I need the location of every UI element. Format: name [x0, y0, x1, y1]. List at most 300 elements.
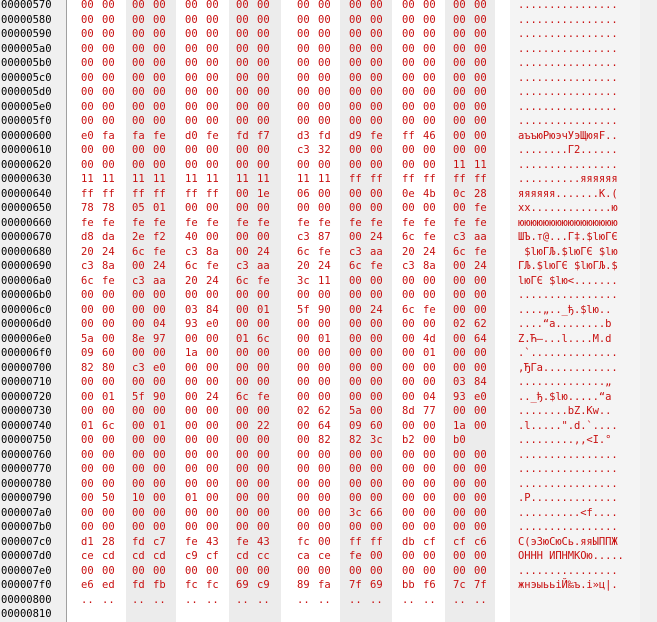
- hex-byte[interactable]: 00: [81, 318, 94, 330]
- hex-byte[interactable]: 00: [153, 289, 166, 301]
- hex-byte[interactable]: 00: [236, 492, 249, 504]
- hex-byte[interactable]: 22: [257, 419, 270, 432]
- hex-byte[interactable]: 11: [206, 173, 219, 185]
- hex-byte[interactable]: 24: [370, 231, 383, 243]
- hex-byte[interactable]: 00: [453, 86, 466, 98]
- hex-byte[interactable]: 00: [474, 115, 487, 127]
- hex-byte[interactable]: 28: [474, 187, 487, 200]
- hex-byte[interactable]: fe: [102, 274, 115, 287]
- hex-byte[interactable]: 00: [206, 347, 219, 359]
- hex-byte[interactable]: 00: [474, 448, 487, 461]
- hex-byte[interactable]: 00: [236, 187, 249, 200]
- hex-byte[interactable]: 00: [453, 332, 466, 345]
- hex-byte[interactable]: 00: [402, 332, 415, 345]
- hex-byte[interactable]: 00: [349, 318, 362, 330]
- hex-byte[interactable]: 00: [423, 419, 436, 432]
- hex-byte[interactable]: 66: [370, 506, 383, 519]
- hex-byte[interactable]: d1: [81, 535, 94, 548]
- hex-byte[interactable]: 00: [349, 463, 362, 475]
- hex-byte[interactable]: 00: [402, 463, 415, 475]
- hex-byte[interactable]: ..: [257, 593, 270, 606]
- hex-byte[interactable]: 00: [318, 0, 331, 11]
- ascii-text[interactable]: ................: [518, 13, 618, 26]
- ascii-text[interactable]: ..............„: [518, 376, 612, 388]
- hex-byte[interactable]: 00: [257, 506, 270, 519]
- hex-byte[interactable]: 00: [102, 463, 115, 475]
- hex-byte[interactable]: ..: [185, 593, 198, 606]
- hex-byte[interactable]: 00: [236, 289, 249, 301]
- hex-byte[interactable]: fc: [206, 579, 219, 591]
- hex-byte[interactable]: 00: [185, 332, 198, 345]
- ascii-text[interactable]: ................: [518, 289, 618, 301]
- hex-byte[interactable]: 00: [206, 0, 219, 11]
- hex-byte[interactable]: 00: [349, 564, 362, 577]
- hex-byte[interactable]: 24: [423, 245, 436, 258]
- hex-byte[interactable]: db: [402, 535, 415, 548]
- hex-byte[interactable]: 00: [453, 506, 466, 519]
- hex-byte[interactable]: 00: [349, 347, 362, 359]
- hex-byte[interactable]: 00: [349, 202, 362, 214]
- hex-byte[interactable]: 00: [370, 13, 383, 26]
- hex-byte[interactable]: 00: [402, 318, 415, 330]
- hex-byte[interactable]: fe: [349, 216, 362, 229]
- hex-byte[interactable]: 00: [423, 318, 436, 330]
- hex-byte[interactable]: 6c: [236, 390, 249, 403]
- hex-byte[interactable]: 00: [185, 419, 198, 432]
- hex-byte[interactable]: 00: [349, 0, 362, 11]
- hex-byte[interactable]: cf: [423, 535, 436, 548]
- hex-byte[interactable]: 00: [81, 463, 94, 475]
- hex-byte[interactable]: 00: [370, 492, 383, 504]
- hex-byte[interactable]: fc: [185, 579, 198, 591]
- hex-byte[interactable]: ..: [402, 593, 415, 606]
- hex-byte[interactable]: 00: [318, 564, 331, 577]
- hex-byte[interactable]: 00: [185, 86, 198, 98]
- hex-byte[interactable]: 00: [206, 202, 219, 214]
- hex-byte[interactable]: 00: [206, 564, 219, 577]
- hex-byte[interactable]: 80: [102, 361, 115, 374]
- hex-byte[interactable]: f6: [423, 579, 436, 591]
- hex-byte[interactable]: 10: [132, 492, 145, 504]
- hex-byte[interactable]: 00: [318, 71, 331, 84]
- hex-byte[interactable]: 00: [297, 492, 310, 504]
- hex-byte[interactable]: 00: [153, 0, 166, 11]
- hex-byte[interactable]: fe: [132, 216, 145, 229]
- hex-byte[interactable]: 00: [257, 376, 270, 388]
- hex-byte[interactable]: 5a: [349, 405, 362, 417]
- hex-byte[interactable]: 00: [132, 434, 145, 446]
- hex-byte[interactable]: 00: [349, 42, 362, 55]
- ascii-text[interactable]: .._ђ.$lю.....“а: [518, 390, 612, 403]
- hex-byte[interactable]: 00: [474, 144, 487, 156]
- hex-byte[interactable]: 00: [257, 361, 270, 374]
- hex-byte[interactable]: 00: [423, 86, 436, 98]
- hex-byte[interactable]: 00: [236, 463, 249, 475]
- hex-byte[interactable]: 00: [185, 144, 198, 156]
- hex-byte[interactable]: 00: [402, 13, 415, 26]
- hex-byte[interactable]: 00: [153, 158, 166, 171]
- ascii-text[interactable]: ................: [518, 463, 618, 475]
- hex-byte[interactable]: 00: [81, 376, 94, 388]
- hex-byte[interactable]: 00: [132, 144, 145, 156]
- hex-byte[interactable]: fe: [153, 129, 166, 142]
- hex-byte[interactable]: 00: [81, 448, 94, 461]
- hex-byte[interactable]: 00: [370, 0, 383, 11]
- hex-byte[interactable]: 2e: [132, 231, 145, 243]
- hex-byte[interactable]: 00: [257, 0, 270, 11]
- hex-byte[interactable]: fe: [474, 245, 487, 258]
- hex-byte[interactable]: 00: [297, 361, 310, 374]
- hex-byte[interactable]: 00: [185, 202, 198, 214]
- hex-byte[interactable]: 06: [297, 187, 310, 200]
- hex-byte[interactable]: 00: [257, 405, 270, 417]
- hex-byte[interactable]: 00: [236, 419, 249, 432]
- hex-byte[interactable]: 00: [153, 144, 166, 156]
- hex-byte[interactable]: 11: [318, 173, 331, 185]
- hex-byte[interactable]: 43: [257, 535, 270, 548]
- hex-byte[interactable]: 00: [185, 448, 198, 461]
- ascii-text[interactable]: ....“а........b: [518, 318, 612, 330]
- hex-byte[interactable]: 00: [153, 42, 166, 55]
- hex-byte[interactable]: 00: [349, 187, 362, 200]
- hex-byte[interactable]: e0: [81, 129, 94, 142]
- hex-byte[interactable]: c3: [453, 231, 466, 243]
- scrollbar-area[interactable]: [640, 0, 657, 622]
- hex-byte[interactable]: 00: [257, 477, 270, 490]
- hex-byte[interactable]: 00: [474, 405, 487, 417]
- hex-byte[interactable]: 6c: [453, 245, 466, 258]
- hex-byte[interactable]: 09: [81, 347, 94, 359]
- hex-byte[interactable]: 00: [370, 100, 383, 113]
- hex-byte[interactable]: 00: [297, 419, 310, 432]
- hex-byte[interactable]: 00: [297, 13, 310, 26]
- hex-byte[interactable]: 00: [102, 521, 115, 533]
- hex-byte[interactable]: fe: [206, 129, 219, 142]
- hex-byte[interactable]: 00: [423, 42, 436, 55]
- hex-byte[interactable]: 00: [132, 347, 145, 359]
- hex-byte[interactable]: 00: [370, 289, 383, 301]
- hex-byte[interactable]: 00: [453, 289, 466, 301]
- hex-byte[interactable]: 82: [318, 434, 331, 446]
- hex-byte[interactable]: 24: [206, 274, 219, 287]
- hex-byte[interactable]: 00: [206, 361, 219, 374]
- hex-byte[interactable]: e0: [206, 318, 219, 330]
- hex-byte[interactable]: fa: [132, 129, 145, 142]
- hex-byte[interactable]: 00: [423, 57, 436, 69]
- hex-byte[interactable]: 04: [423, 390, 436, 403]
- hex-byte[interactable]: 00: [402, 115, 415, 127]
- hex-byte[interactable]: 00: [257, 492, 270, 504]
- hex-byte[interactable]: c6: [474, 535, 487, 548]
- ascii-text[interactable]: ................: [518, 42, 618, 55]
- hex-byte[interactable]: ..: [370, 593, 383, 606]
- hex-byte[interactable]: 00: [402, 347, 415, 359]
- hex-byte[interactable]: 82: [81, 361, 94, 374]
- hex-byte[interactable]: 00: [370, 144, 383, 156]
- hex-byte[interactable]: 00: [132, 448, 145, 461]
- hex-byte[interactable]: 00: [297, 42, 310, 55]
- hex-byte[interactable]: e0: [474, 390, 487, 403]
- hex-byte[interactable]: 00: [349, 28, 362, 40]
- hex-byte[interactable]: 00: [474, 71, 487, 84]
- hex-byte[interactable]: ce: [318, 550, 331, 562]
- hex-byte[interactable]: ff: [132, 187, 145, 200]
- hex-byte[interactable]: 00: [318, 492, 331, 504]
- hex-byte[interactable]: 00: [153, 100, 166, 113]
- hex-byte[interactable]: 01: [153, 202, 166, 214]
- hex-byte[interactable]: 00: [236, 13, 249, 26]
- hex-byte[interactable]: 00: [257, 463, 270, 475]
- ascii-text[interactable]: ШЪ.т@...Г‡.$lюГЄ: [518, 231, 618, 243]
- hex-byte[interactable]: 00: [81, 57, 94, 69]
- hex-byte[interactable]: 00: [349, 115, 362, 127]
- hex-byte[interactable]: ..: [297, 593, 310, 606]
- hex-byte[interactable]: fd: [318, 129, 331, 142]
- hex-byte[interactable]: fe: [474, 202, 487, 214]
- hex-byte[interactable]: 00: [423, 463, 436, 475]
- hex-byte[interactable]: 00: [423, 521, 436, 533]
- hex-byte[interactable]: 24: [318, 260, 331, 272]
- hex-byte[interactable]: 00: [297, 564, 310, 577]
- hex-byte[interactable]: 00: [236, 158, 249, 171]
- hex-byte[interactable]: 00: [370, 390, 383, 403]
- hex-byte[interactable]: 20: [81, 245, 94, 258]
- hex-byte[interactable]: 00: [474, 86, 487, 98]
- hex-byte[interactable]: fe: [474, 216, 487, 229]
- ascii-text[interactable]: ................: [518, 100, 618, 113]
- hex-byte[interactable]: 00: [81, 158, 94, 171]
- hex-byte[interactable]: 00: [257, 202, 270, 214]
- hex-byte[interactable]: 00: [132, 28, 145, 40]
- hex-byte[interactable]: 00: [402, 0, 415, 11]
- hex-byte[interactable]: 00: [153, 86, 166, 98]
- hex-byte[interactable]: 00: [453, 274, 466, 287]
- hex-byte[interactable]: f2: [153, 231, 166, 243]
- hex-byte[interactable]: 00: [132, 419, 145, 432]
- hex-byte[interactable]: 00: [206, 42, 219, 55]
- hex-byte[interactable]: 00: [206, 57, 219, 69]
- hex-byte[interactable]: 00: [81, 477, 94, 490]
- hex-byte[interactable]: 00: [453, 28, 466, 40]
- hex-byte[interactable]: 00: [370, 158, 383, 171]
- hex-byte[interactable]: 00: [402, 564, 415, 577]
- hex-byte[interactable]: 00: [453, 347, 466, 359]
- hex-byte[interactable]: 00: [297, 521, 310, 533]
- hex-byte[interactable]: 00: [236, 448, 249, 461]
- hex-byte[interactable]: 00: [423, 115, 436, 127]
- ascii-text[interactable]: ОННН ИПНМКОю.....: [518, 550, 624, 562]
- hex-byte[interactable]: 00: [257, 115, 270, 127]
- hex-byte[interactable]: 00: [318, 86, 331, 98]
- hex-byte[interactable]: 00: [370, 347, 383, 359]
- hex-byte[interactable]: 32: [318, 144, 331, 156]
- hex-byte[interactable]: 00: [236, 477, 249, 490]
- hex-byte[interactable]: 6c: [81, 274, 94, 287]
- hex-byte[interactable]: 00: [349, 71, 362, 84]
- hex-byte[interactable]: 00: [349, 289, 362, 301]
- hex-byte[interactable]: 00: [81, 13, 94, 26]
- ascii-text[interactable]: ................: [518, 158, 618, 171]
- hex-byte[interactable]: 00: [297, 448, 310, 461]
- hex-byte[interactable]: 00: [349, 303, 362, 316]
- hex-byte[interactable]: 00: [318, 318, 331, 330]
- hex-byte[interactable]: 00: [257, 564, 270, 577]
- hex-byte[interactable]: 00: [474, 274, 487, 287]
- hex-byte[interactable]: 00: [102, 448, 115, 461]
- ascii-text[interactable]: ................: [518, 57, 618, 69]
- hex-byte[interactable]: 00: [206, 231, 219, 243]
- hex-byte[interactable]: ff: [402, 129, 415, 142]
- hex-byte[interactable]: fc: [297, 535, 310, 548]
- hex-byte[interactable]: fe: [370, 129, 383, 142]
- hex-byte[interactable]: d9: [349, 129, 362, 142]
- hex-byte[interactable]: 00: [297, 0, 310, 11]
- hex-byte[interactable]: 00: [257, 71, 270, 84]
- hex-byte[interactable]: fe: [236, 216, 249, 229]
- hex-byte[interactable]: 00: [423, 477, 436, 490]
- hex-byte[interactable]: 24: [474, 260, 487, 272]
- hex-byte[interactable]: ..: [318, 593, 331, 606]
- hex-byte[interactable]: 90: [153, 390, 166, 403]
- hex-byte[interactable]: 6c: [132, 245, 145, 258]
- hex-byte[interactable]: 00: [236, 0, 249, 11]
- hex-byte[interactable]: ff: [153, 187, 166, 200]
- hex-byte[interactable]: 00: [349, 477, 362, 490]
- hex-byte[interactable]: 11: [453, 158, 466, 171]
- hex-byte[interactable]: 00: [318, 535, 331, 548]
- hex-byte[interactable]: 00: [370, 71, 383, 84]
- ascii-text[interactable]: .`..............: [518, 347, 618, 359]
- hex-byte[interactable]: 00: [402, 390, 415, 403]
- hex-byte[interactable]: 7f: [474, 579, 487, 591]
- hex-byte[interactable]: 00: [257, 86, 270, 98]
- hex-byte[interactable]: 00: [318, 347, 331, 359]
- hex-byte[interactable]: 00: [474, 550, 487, 562]
- hex-byte[interactable]: 90: [318, 303, 331, 316]
- hex-byte[interactable]: 00: [370, 463, 383, 475]
- hex-byte[interactable]: ..: [236, 593, 249, 606]
- ascii-text[interactable]: ................: [518, 28, 618, 40]
- hex-byte[interactable]: 00: [185, 28, 198, 40]
- hex-byte[interactable]: 6c: [185, 260, 198, 272]
- hex-byte[interactable]: 00: [318, 13, 331, 26]
- hex-byte[interactable]: 00: [236, 506, 249, 519]
- hex-byte[interactable]: c3: [132, 274, 145, 287]
- hex-byte[interactable]: 00: [257, 100, 270, 113]
- hex-byte[interactable]: 00: [206, 521, 219, 533]
- ascii-text[interactable]: ................: [518, 564, 618, 577]
- hex-byte[interactable]: 01: [236, 332, 249, 345]
- ascii-text[interactable]: ................: [518, 521, 618, 533]
- hex-byte[interactable]: 04: [153, 318, 166, 330]
- hex-byte[interactable]: 00: [474, 564, 487, 577]
- hex-byte[interactable]: ff: [370, 535, 383, 548]
- hex-byte[interactable]: 00: [402, 506, 415, 519]
- hex-byte[interactable]: 5f: [132, 390, 145, 403]
- hex-byte[interactable]: c9: [257, 579, 270, 591]
- hex-byte[interactable]: 00: [132, 318, 145, 330]
- hex-byte[interactable]: 00: [81, 71, 94, 84]
- hex-byte[interactable]: 62: [318, 405, 331, 417]
- ascii-text[interactable]: ........bZ.Кw..: [518, 405, 612, 417]
- hex-byte[interactable]: 00: [349, 521, 362, 533]
- hex-byte[interactable]: 00: [102, 86, 115, 98]
- hex-byte[interactable]: 00: [318, 390, 331, 403]
- hex-byte[interactable]: 00: [185, 506, 198, 519]
- hex-byte[interactable]: 00: [185, 564, 198, 577]
- hex-byte[interactable]: 00: [185, 100, 198, 113]
- hex-byte[interactable]: 00: [453, 477, 466, 490]
- hex-byte[interactable]: 00: [132, 289, 145, 301]
- hex-byte[interactable]: 00: [236, 144, 249, 156]
- hex-byte[interactable]: fe: [318, 245, 331, 258]
- hex-byte[interactable]: 00: [102, 506, 115, 519]
- hex-byte[interactable]: 00: [153, 521, 166, 533]
- hex-byte[interactable]: 00: [102, 434, 115, 446]
- hex-byte[interactable]: 50: [102, 492, 115, 504]
- hex-byte[interactable]: 00: [318, 506, 331, 519]
- hex-byte[interactable]: 00: [297, 115, 310, 127]
- hex-byte[interactable]: fe: [423, 231, 436, 243]
- hex-byte[interactable]: ..: [153, 593, 166, 606]
- hex-byte[interactable]: 00: [423, 361, 436, 374]
- hex-byte[interactable]: 00: [81, 521, 94, 533]
- hex-byte[interactable]: 00: [423, 434, 436, 446]
- hex-byte[interactable]: 6c: [102, 419, 115, 432]
- hex-byte[interactable]: 00: [474, 492, 487, 504]
- ascii-text[interactable]: Z.Ћ—...l....M.d: [518, 332, 612, 345]
- ascii-text[interactable]: ..........яяяяяя: [518, 173, 618, 185]
- hex-byte[interactable]: 00: [81, 289, 94, 301]
- hex-byte[interactable]: 00: [206, 492, 219, 504]
- hex-byte[interactable]: 01: [185, 492, 198, 504]
- hex-byte[interactable]: 00: [453, 144, 466, 156]
- hex-byte[interactable]: 00: [318, 57, 331, 69]
- hex-byte[interactable]: 03: [453, 376, 466, 388]
- hex-byte[interactable]: ..: [453, 593, 466, 606]
- hex-byte[interactable]: 00: [402, 448, 415, 461]
- hex-byte[interactable]: 00: [153, 57, 166, 69]
- hex-byte[interactable]: fe: [257, 216, 270, 229]
- hex-byte[interactable]: 00: [453, 521, 466, 533]
- hex-byte[interactable]: 78: [102, 202, 115, 214]
- hex-byte[interactable]: 00: [153, 463, 166, 475]
- hex-byte[interactable]: 00: [402, 57, 415, 69]
- hex-byte[interactable]: cd: [132, 550, 145, 562]
- hex-byte[interactable]: 11: [297, 173, 310, 185]
- hex-byte[interactable]: 00: [349, 274, 362, 287]
- ascii-text[interactable]: ................: [518, 86, 618, 98]
- ascii-text[interactable]: ГЉ.$lюГЄ $lюГЉ.$: [518, 260, 618, 272]
- hex-byte[interactable]: 24: [153, 260, 166, 272]
- hex-byte[interactable]: 00: [453, 42, 466, 55]
- hex-byte[interactable]: 00: [474, 0, 487, 11]
- hex-byte[interactable]: 00: [153, 405, 166, 417]
- hex-byte[interactable]: 00: [206, 86, 219, 98]
- hex-byte[interactable]: 00: [185, 13, 198, 26]
- hex-byte[interactable]: 00: [206, 289, 219, 301]
- hex-byte[interactable]: 6c: [402, 303, 415, 316]
- hex-byte[interactable]: 00: [206, 144, 219, 156]
- hex-byte[interactable]: 8a: [206, 245, 219, 258]
- ascii-text[interactable]: .P..............: [518, 492, 618, 504]
- hex-byte[interactable]: 00: [349, 448, 362, 461]
- hex-byte[interactable]: 00: [257, 231, 270, 243]
- hex-byte[interactable]: 00: [474, 13, 487, 26]
- hex-byte[interactable]: 00: [132, 86, 145, 98]
- hex-byte[interactable]: 00: [402, 158, 415, 171]
- hex-byte[interactable]: aa: [370, 245, 383, 258]
